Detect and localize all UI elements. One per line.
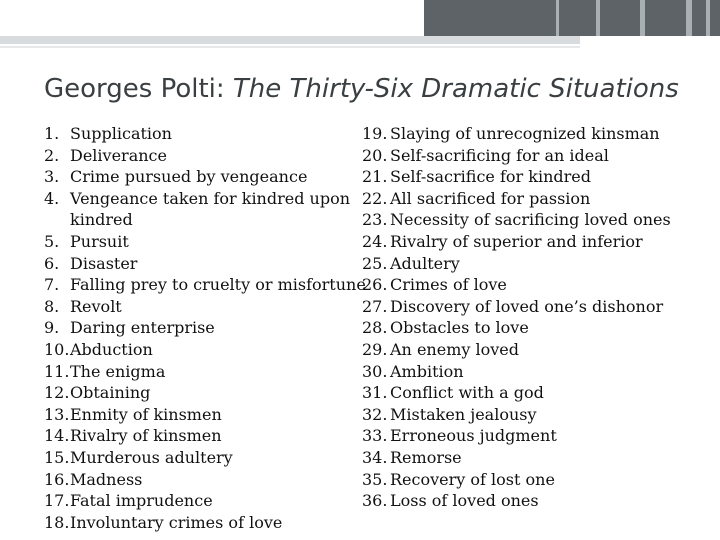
list-item	[44, 188, 360, 210]
list-item	[44, 145, 360, 167]
item-number: 16.	[44, 469, 70, 489]
header-bar	[0, 0, 720, 36]
item-text: Madness	[70, 469, 143, 489]
item-text: Daring enterprise	[70, 318, 215, 338]
list-item-continuation: kindred	[70, 210, 133, 230]
item-number: 13.	[44, 404, 70, 424]
item-text: An enemy loved	[390, 339, 519, 359]
item-number: 22.	[362, 188, 388, 208]
item-text: Self-sacrificing for an ideal	[390, 145, 609, 165]
item-number: 27.	[362, 296, 388, 316]
item-number: 18.	[44, 512, 70, 532]
list-item	[44, 274, 366, 296]
title-prefix: Georges Polti:	[44, 74, 233, 104]
item-number: 24.	[362, 231, 388, 251]
list-item	[44, 339, 360, 361]
item-text: Murderous adultery	[70, 447, 233, 467]
item-number: 35.	[362, 469, 388, 489]
list-item	[362, 339, 692, 361]
item-number: 33.	[362, 426, 388, 446]
list-item	[362, 145, 692, 167]
item-text: Slaying of unrecognized kinsman	[390, 124, 660, 143]
list-item	[362, 123, 692, 145]
item-number: 10.	[44, 339, 70, 359]
item-number: 5.	[44, 231, 60, 251]
list-item	[44, 447, 360, 469]
item-text: Mistaken jealousy	[390, 404, 537, 424]
item-text: Enmity of kinsmen	[70, 404, 222, 424]
item-text: Rivalry of kinsmen	[70, 426, 222, 446]
item-text: Recovery of lost one	[390, 469, 555, 489]
item-number: 3.	[44, 167, 60, 187]
item-text: Revolt	[70, 296, 122, 316]
item-text: Remorse	[390, 447, 462, 467]
header-stripe	[556, 0, 559, 36]
list-item	[362, 425, 692, 447]
header-stripe	[596, 0, 600, 36]
list-item	[44, 166, 360, 188]
list-item	[44, 404, 360, 426]
item-number: 11.	[44, 361, 70, 381]
list-item	[44, 425, 360, 447]
list-item	[44, 123, 360, 145]
item-number: 21.	[362, 167, 388, 187]
list-item	[44, 253, 360, 275]
item-text: Adultery	[390, 253, 460, 273]
item-number: 14.	[44, 426, 70, 446]
header-underline	[0, 36, 580, 44]
item-number: 26.	[362, 275, 388, 295]
header-dark-block	[424, 0, 720, 36]
list-item	[362, 469, 692, 491]
item-text: Rivalry of superior and inferior	[390, 231, 643, 251]
item-number: 15.	[44, 447, 70, 467]
item-number: 19.	[362, 124, 388, 143]
item-text: Obtaining	[70, 383, 151, 403]
item-text: Erroneous judgment	[390, 426, 557, 446]
item-number: 9.	[44, 318, 60, 338]
item-text: Involuntary crimes of love	[70, 512, 283, 532]
list-item	[362, 317, 692, 339]
left-column-list	[44, 123, 366, 533]
list-item	[362, 166, 692, 188]
item-number: 36.	[362, 491, 388, 511]
item-text: Necessity of sacrificing loved ones	[390, 210, 671, 230]
item-number: 7.	[44, 275, 60, 295]
list-item	[362, 274, 692, 296]
list-item	[44, 317, 360, 339]
list-item	[44, 296, 360, 318]
list-item	[362, 231, 692, 253]
right-column-list	[362, 123, 692, 512]
item-text: Pursuit	[70, 231, 129, 251]
list-item	[362, 490, 692, 512]
item-number: 31.	[362, 383, 388, 403]
item-number: 34.	[362, 447, 388, 467]
item-number: 20.	[362, 145, 388, 165]
item-number: 6.	[44, 253, 60, 273]
list-item	[362, 382, 692, 404]
header-stripe	[706, 0, 710, 36]
list-item	[362, 447, 692, 469]
list-item	[362, 404, 692, 426]
item-text: Deliverance	[70, 145, 167, 165]
item-text: Ambition	[390, 361, 464, 381]
item-text: The enigma	[70, 361, 166, 381]
item-number: 30.	[362, 361, 388, 381]
item-number: 1.	[44, 124, 60, 143]
list-item	[44, 361, 360, 383]
item-text: All sacrificed for passion	[390, 188, 591, 208]
slide-title	[44, 74, 679, 104]
header-stripe	[640, 0, 645, 36]
list-item	[44, 512, 360, 534]
item-text: Conflict with a god	[390, 383, 544, 403]
item-text: Falling prey to cruelty or misfortune	[70, 275, 366, 295]
item-text: Discovery of loved one’s dishonor	[390, 296, 664, 316]
list-item	[44, 469, 360, 491]
item-number: 8.	[44, 296, 60, 316]
item-text: Crime pursued by vengeance	[70, 167, 308, 187]
list-item	[362, 361, 692, 383]
item-number: 12.	[44, 383, 70, 403]
item-number: 28.	[362, 318, 388, 338]
item-text: Abduction	[70, 339, 153, 359]
item-text: Obstacles to love	[390, 318, 529, 338]
item-number: 17.	[44, 491, 70, 511]
header-stripe	[686, 0, 692, 36]
item-number: 4.	[44, 188, 60, 208]
header-underline-thin	[0, 46, 580, 48]
item-number: 32.	[362, 404, 388, 424]
list-item	[362, 296, 692, 318]
list-item	[362, 253, 692, 275]
item-text: Vengeance taken for kindred upon	[70, 188, 351, 208]
list-item	[362, 209, 692, 231]
title-italic: The Thirty-Six Dramatic Situations	[232, 74, 679, 104]
item-number: 25.	[362, 253, 388, 273]
item-text: Self-sacrifice for kindred	[390, 167, 591, 187]
item-number: 29.	[362, 339, 388, 359]
list-item	[44, 382, 360, 404]
item-text: Fatal imprudence	[70, 491, 213, 511]
item-number: 23.	[362, 210, 388, 230]
item-text: Loss of loved ones	[390, 491, 539, 511]
item-number: 2.	[44, 145, 60, 165]
list-item	[44, 490, 360, 512]
list-item	[44, 231, 360, 253]
item-text: Disaster	[70, 253, 138, 273]
item-text: Crimes of love	[390, 275, 507, 295]
item-text: Supplication	[70, 124, 172, 143]
list-item	[362, 188, 692, 210]
